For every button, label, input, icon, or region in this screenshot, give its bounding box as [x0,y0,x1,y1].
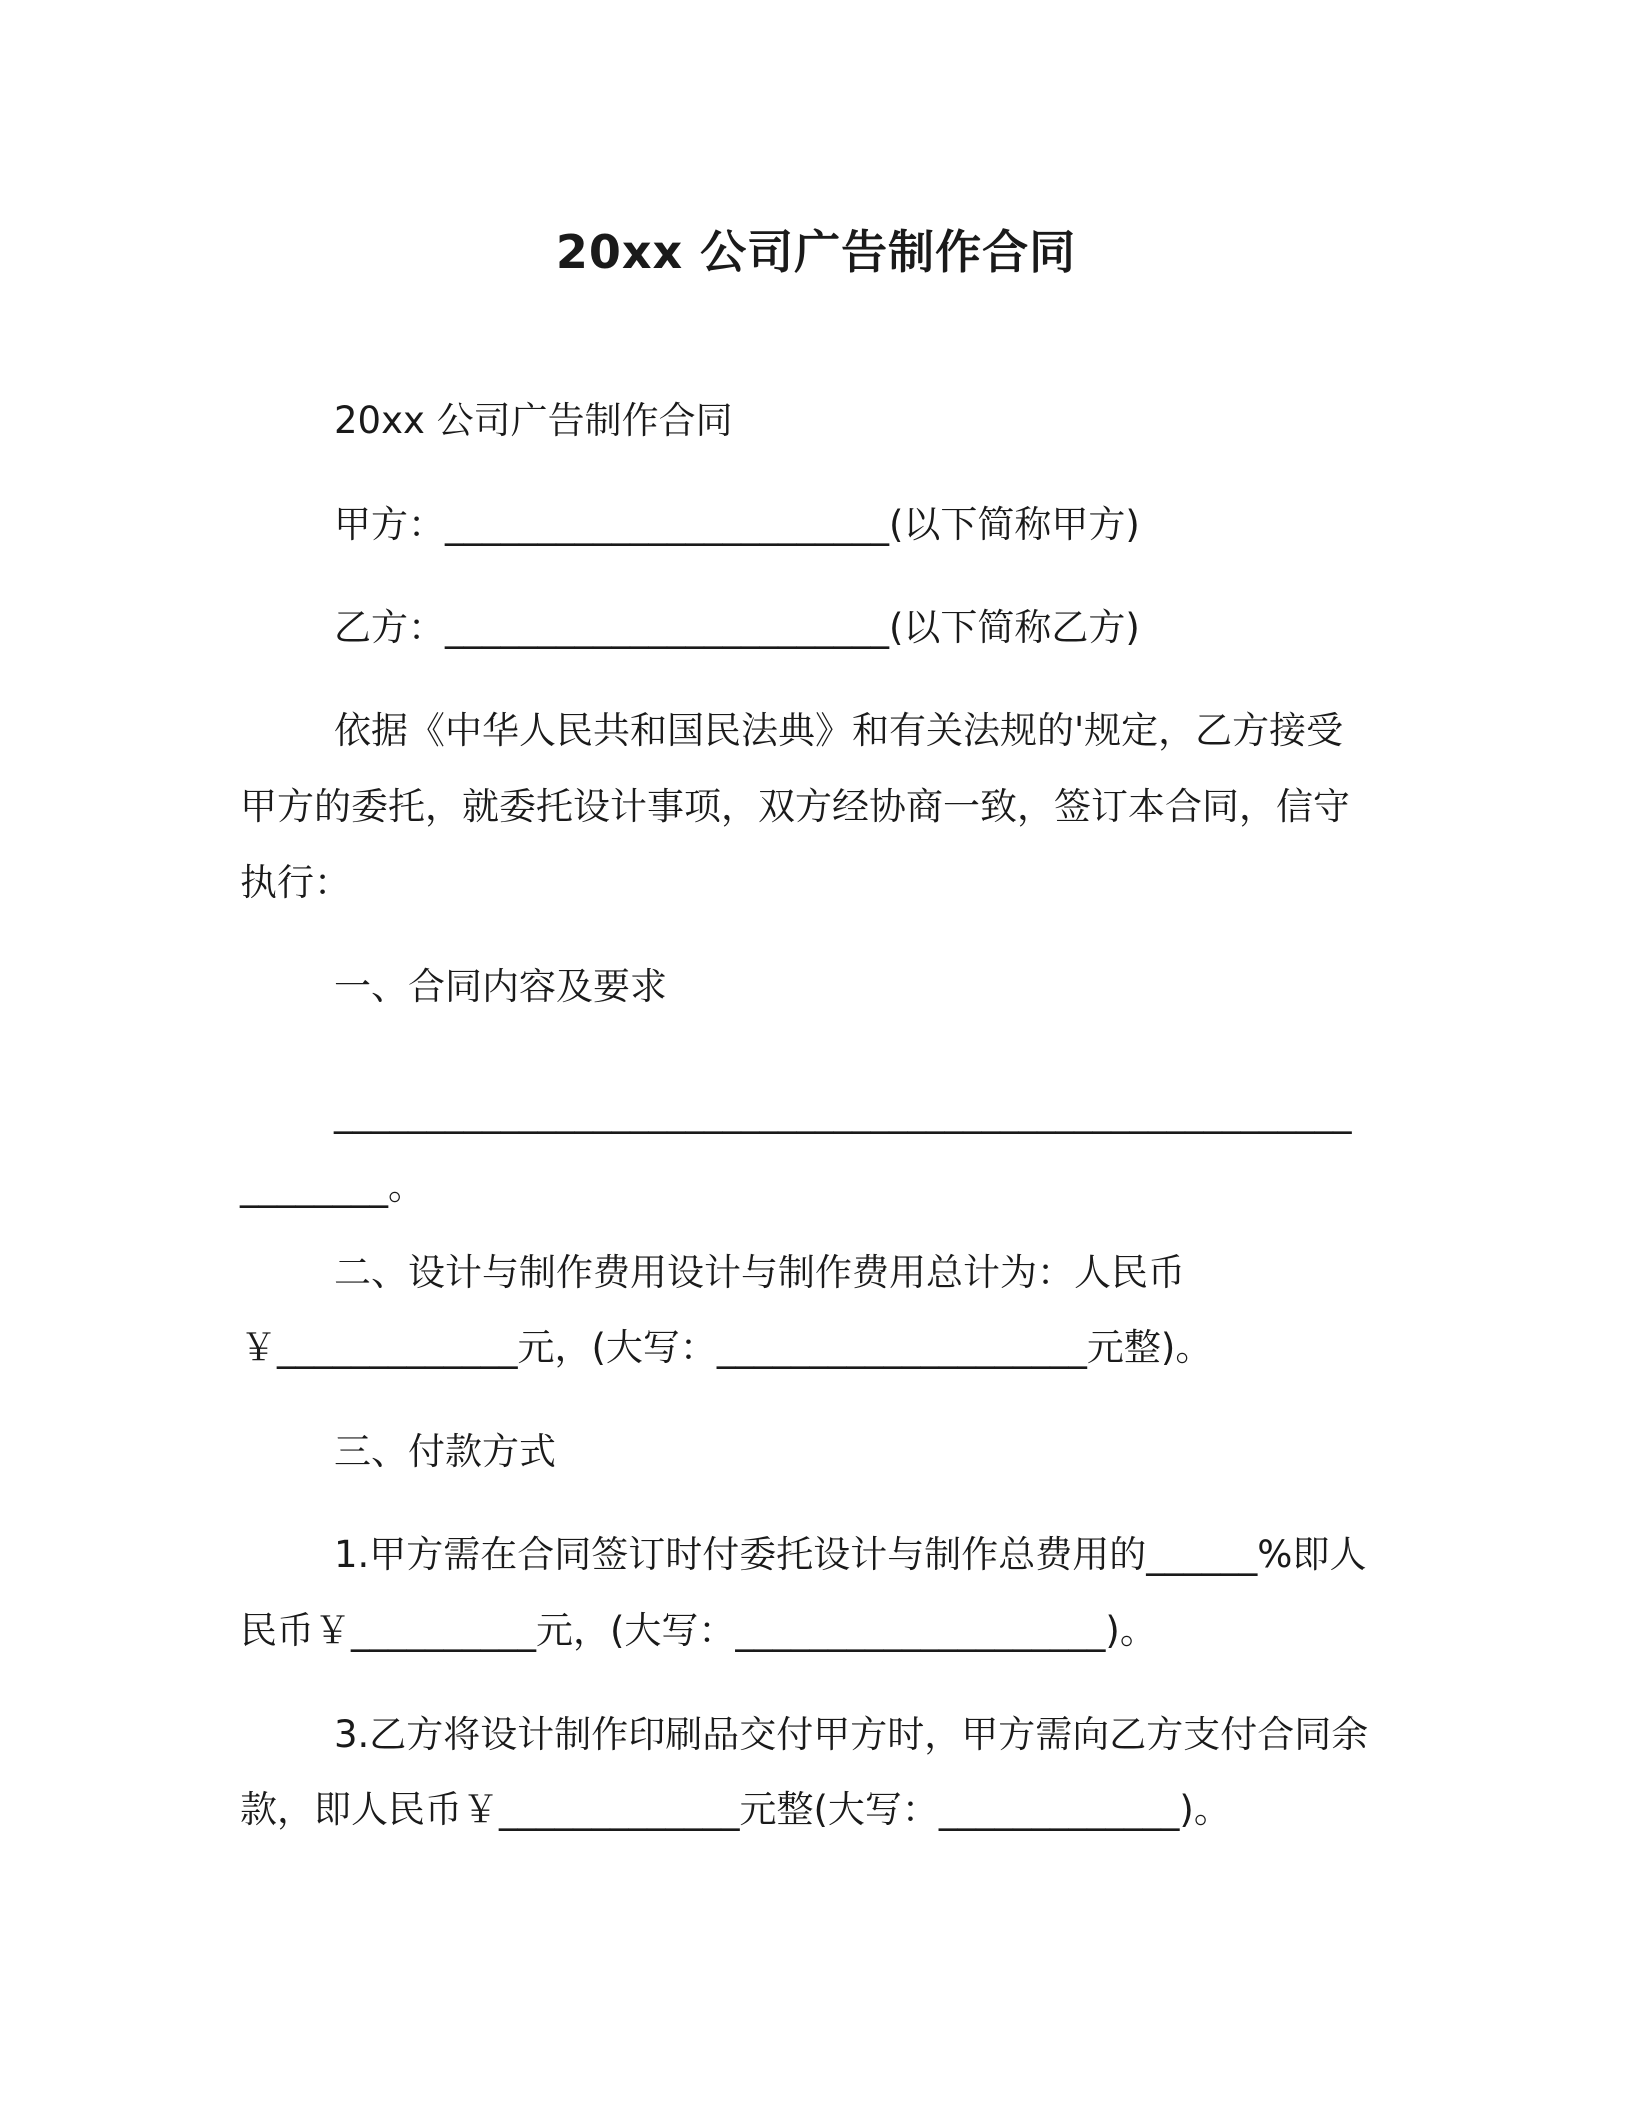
section-3-item-1-line-2: 民币￥__________元，(大写：____________________)。 [240,1609,1157,1652]
intro-line-2: 甲方的委托，就委托设计事项，双方经协商一致，签订本合同，信守 [240,785,1350,828]
party-a-line: 甲方：________________________(以下简称甲方) [334,503,1140,546]
section-1-heading: 一、合同内容及要求 [334,965,667,1008]
section-3-item-3-line-1: 3.乙方将设计制作印刷品交付甲方时，甲方需向乙方支付合同余 [334,1713,1369,1756]
section-1-blank-line-2: ________。 [240,1165,425,1208]
section-3-heading: 三、付款方式 [334,1430,556,1473]
section-1-blank-line-1: _______________________________________________________ [334,1091,1352,1134]
section-2-line-2: ￥_____________元，(大写：____________________元整)。 [240,1326,1213,1369]
party-b-line: 乙方：________________________(以下简称乙方) [334,606,1140,649]
intro-line-1: 依据《中华人民共和国民法典》和有关法规的'规定，乙方接受 [334,709,1344,752]
intro-line-3: 执行： [240,861,351,904]
section-3-item-3-line-2: 款，即人民币￥_____________元整(大写：_____________)。 [240,1788,1231,1831]
document-title: 20xx 公司广告制作合同 [555,225,1077,279]
section-2-line-1: 二、设计与制作费用设计与制作费用总计为：人民币 [334,1251,1185,1294]
document-subtitle: 20xx 公司广告制作合同 [334,399,733,442]
section-3-item-1-line-1: 1.甲方需在合同签订时付委托设计与制作总费用的______%即人 [334,1533,1367,1576]
